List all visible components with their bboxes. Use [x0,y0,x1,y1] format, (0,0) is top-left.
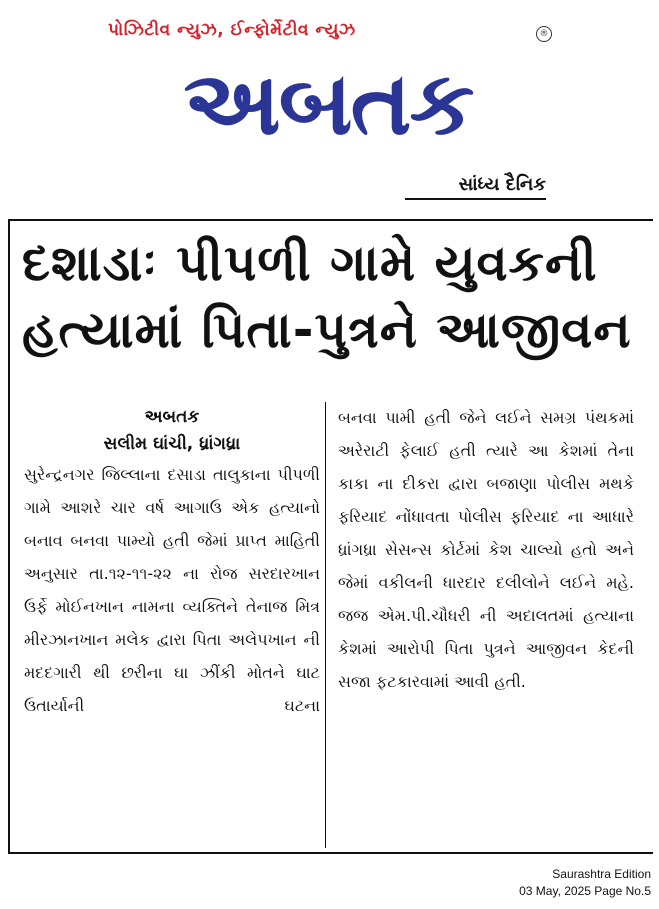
article-left-rule [8,219,10,853]
article-top-rule [8,219,653,221]
article-column-2: બનવા પામી હતી જેને લઈને સમગ્ર પંથકમાં અરેરાટી ફેલાઈ હતી ત્યારે આ કેશમાં તેના કાકા ના દીકરા દ્વારા બજાણા પોલીસ મથકે ફરિયાદ નોંધાવતા પોલીસ ફરિયાદ ના આધારે ધ્રાંગધ્રા સેસન્સ કોર્ટમાં કેશ ચાલ્યો હતો અને જેમાં વકીલની ધારદાર દલીલોને લઈને મહે. જજ એમ.પી.ચૌધરી ની અદાલતમાં હત્યાના કેશમાં આરોપી પિતા પુત્રને આજીવન કેદની સજા ફટકારવામાં આવી હતી. [338,408,634,691]
edition-date-page: 03 May, 2025 Page No.5 [519,884,651,898]
logo-text: અબતક [183,52,473,155]
edition-info [440,866,651,900]
byline-source: અબતક [144,407,200,427]
article-headline: દશાડાઃ પીપળી ગામે યુવકની હત્યામાં પિતા-પુત્રને આજીવન [22,234,632,359]
column-divider [325,402,326,848]
masthead-tagline: પોઝિટીવ ન્યુઝ, ઈન્ફોર્મેટીવ ન્યુઝ [108,20,356,40]
masthead-subtitle: સાંધ્ય દૈનિક [458,174,546,195]
article-column-1: સુરેન્દ્રનગર જિલ્લાના દસાડા તાલુકાના પીપળી ગામે આશરે ચાર વર્ષ આગાઉ એક હત્યાનો બનાવ બનવા પામ્યો હતી જેમાં પ્રાપ્ત માહિતી અનુસાર તા.૧૨-૧૧-૨૨ ના રોજ સરદારખાન ઉર્ફે મોઈનખાન નામના વ્યક્તિને તેનાજ મિત્ર મીરઝાનખાન મલેક દ્વારા પિતા અલેપખાન ની મદદગારી થી છરીના ઘા ઝીંકી મોતને ઘાટ ઉતાર્યાની ઘટના [24,465,320,715]
article-bottom-rule [8,852,653,854]
byline-author: સલીમ ઘાંચી, ધ્રાંગધ્રા [103,434,241,454]
subtitle-underline [405,198,546,200]
registered-trademark-icon: ® [536,26,552,42]
newspaper-logo [106,44,550,164]
edition-name: Saurashtra Edition [552,867,651,881]
